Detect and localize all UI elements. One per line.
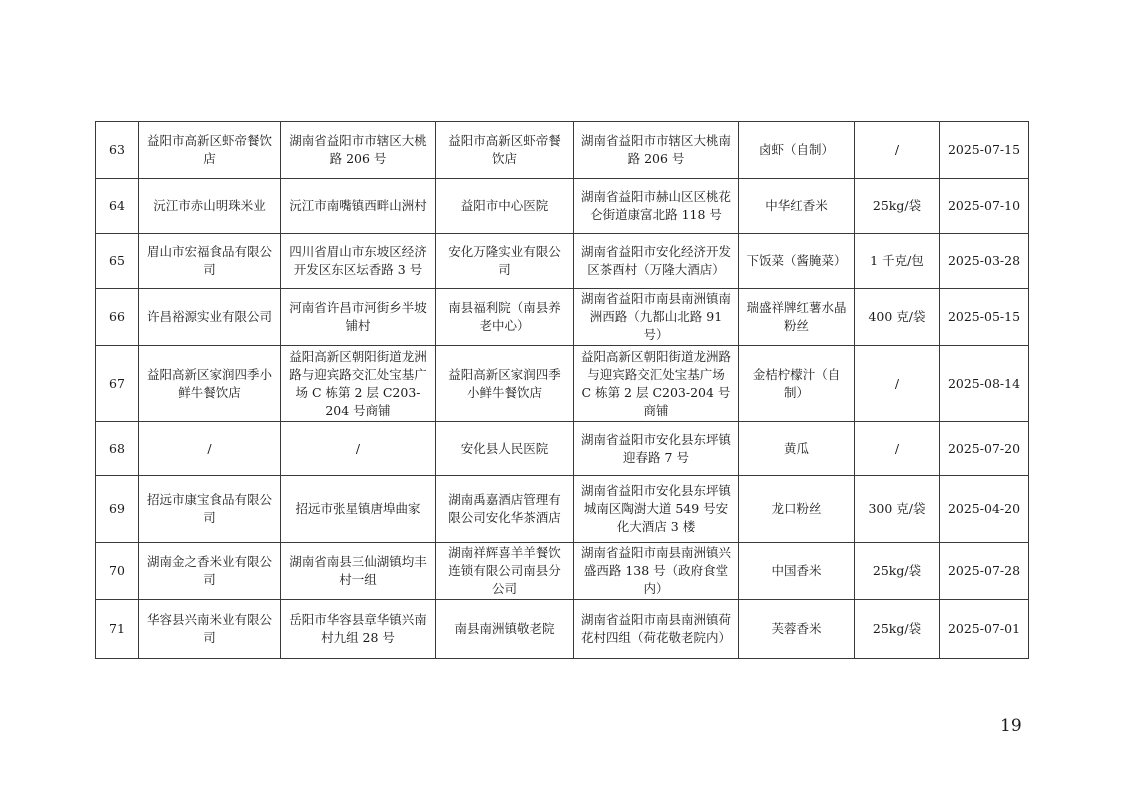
production-date: 2025-07-01 — [940, 600, 1029, 659]
row-number: 65 — [96, 234, 139, 289]
row-number: 63 — [96, 122, 139, 179]
production-date: 2025-07-28 — [940, 543, 1029, 600]
production-date: 2025-08-14 — [940, 346, 1029, 422]
producer-address: 四川省眉山市东坡区经济开发区东区坛香路 3 号 — [281, 234, 436, 289]
table-row — [96, 422, 1029, 476]
product-name: 瑞盛祥牌红薯水晶粉丝 — [739, 289, 855, 346]
production-date: 2025-04-20 — [940, 476, 1029, 543]
row-number: 66 — [96, 289, 139, 346]
table-row — [96, 234, 1029, 289]
table-row — [96, 179, 1029, 234]
seller-address: 湖南省益阳市安化县东坪镇城南区陶澍大道 549 号安化大酒店 3 楼 — [574, 476, 739, 543]
seller-name: 益阳高新区家润四季小鲜牛餐饮店 — [436, 346, 574, 422]
production-date: 2025-07-20 — [940, 422, 1029, 476]
seller-name: 安化县人民医院 — [436, 422, 574, 476]
table-row — [96, 346, 1029, 422]
table-row — [96, 476, 1029, 543]
seller-name: 南县南洲镇敬老院 — [436, 600, 574, 659]
product-name: 中华红香米 — [739, 179, 855, 234]
producer-name: 益阳高新区家润四季小鲜牛餐饮店 — [139, 346, 281, 422]
product-spec: 1 千克/包 — [855, 234, 940, 289]
seller-name: 安化万隆实业有限公司 — [436, 234, 574, 289]
row-number: 70 — [96, 543, 139, 600]
product-name: 金桔柠檬汁（自制） — [739, 346, 855, 422]
product-spec: 300 克/袋 — [855, 476, 940, 543]
table-row — [96, 543, 1029, 600]
producer-name: 华容县兴南米业有限公司 — [139, 600, 281, 659]
producer-name: 湖南金之香米业有限公司 — [139, 543, 281, 600]
production-date: 2025-05-15 — [940, 289, 1029, 346]
product-name: 黄瓜 — [739, 422, 855, 476]
seller-address: 湖南省益阳市南县南洲镇南洲西路（九都山北路 91 号） — [574, 289, 739, 346]
seller-name: 益阳市高新区虾帝餐饮店 — [436, 122, 574, 179]
seller-address: 湖南省益阳市安化县东坪镇迎春路 7 号 — [574, 422, 739, 476]
product-spec: 25kg/袋 — [855, 543, 940, 600]
producer-address: 湖南省南县三仙湖镇均丰村一组 — [281, 543, 436, 600]
product-spec: 400 克/袋 — [855, 289, 940, 346]
producer-name: / — [139, 422, 281, 476]
row-number: 67 — [96, 346, 139, 422]
producer-name: 眉山市宏福食品有限公司 — [139, 234, 281, 289]
product-spec: / — [855, 346, 940, 422]
seller-address: 湖南省益阳市安化经济开发区茶酉村（万隆大酒店） — [574, 234, 739, 289]
producer-address: 河南省许昌市河街乡半坡铺村 — [281, 289, 436, 346]
production-date: 2025-07-15 — [940, 122, 1029, 179]
seller-address: 湖南省益阳市赫山区区桃花仑街道康富北路 118 号 — [574, 179, 739, 234]
product-spec: 25kg/袋 — [855, 600, 940, 659]
row-number: 68 — [96, 422, 139, 476]
page-number: 19 — [1000, 716, 1022, 736]
seller-address: 湖南省益阳市南县南洲镇荷花村四组（荷花敬老院内） — [574, 600, 739, 659]
product-name: 中国香米 — [739, 543, 855, 600]
producer-address: 益阳高新区朝阳街道龙洲路与迎宾路交汇处宝基广场 C 栋第 2 层 C203-204 号商铺 — [281, 346, 436, 422]
producer-address: 湖南省益阳市市辖区大桃路 206 号 — [281, 122, 436, 179]
product-name: 下饭菜（酱腌菜） — [739, 234, 855, 289]
seller-name: 湖南禹嘉酒店管理有限公司安化华茶酒店 — [436, 476, 574, 543]
seller-address: 湖南省益阳市南县南洲镇兴盛西路 138 号（政府食堂内） — [574, 543, 739, 600]
production-date: 2025-03-28 — [940, 234, 1029, 289]
product-name: 卤虾（自制） — [739, 122, 855, 179]
producer-address: 岳阳市华容县章华镇兴南村九组 28 号 — [281, 600, 436, 659]
producer-name: 益阳市高新区虾帝餐饮店 — [139, 122, 281, 179]
table-row — [96, 122, 1029, 179]
product-spec: / — [855, 422, 940, 476]
table-row — [96, 600, 1029, 659]
seller-name: 益阳市中心医院 — [436, 179, 574, 234]
production-date: 2025-07-10 — [940, 179, 1029, 234]
producer-address: / — [281, 422, 436, 476]
inspection-results-table — [95, 121, 1029, 659]
producer-name: 沅江市赤山明珠米业 — [139, 179, 281, 234]
product-name: 龙口粉丝 — [739, 476, 855, 543]
seller-address: 湖南省益阳市市辖区大桃南路 206 号 — [574, 122, 739, 179]
row-number: 71 — [96, 600, 139, 659]
product-name: 芙蓉香米 — [739, 600, 855, 659]
product-spec: / — [855, 122, 940, 179]
row-number: 64 — [96, 179, 139, 234]
seller-address: 益阳高新区朝阳街道龙洲路与迎宾路交汇处宝基广场 C 栋第 2 层 C203-204 号商铺 — [574, 346, 739, 422]
producer-name: 许昌裕源实业有限公司 — [139, 289, 281, 346]
producer-name: 招远市康宝食品有限公司 — [139, 476, 281, 543]
producer-address: 沅江市南嘴镇西畔山洲村 — [281, 179, 436, 234]
seller-name: 南县福利院（南县养老中心） — [436, 289, 574, 346]
table-row — [96, 289, 1029, 346]
row-number: 69 — [96, 476, 139, 543]
product-spec: 25kg/袋 — [855, 179, 940, 234]
seller-name: 湖南祥辉喜羊羊餐饮连锁有限公司南县分公司 — [436, 543, 574, 600]
producer-address: 招远市张星镇唐埠曲家 — [281, 476, 436, 543]
